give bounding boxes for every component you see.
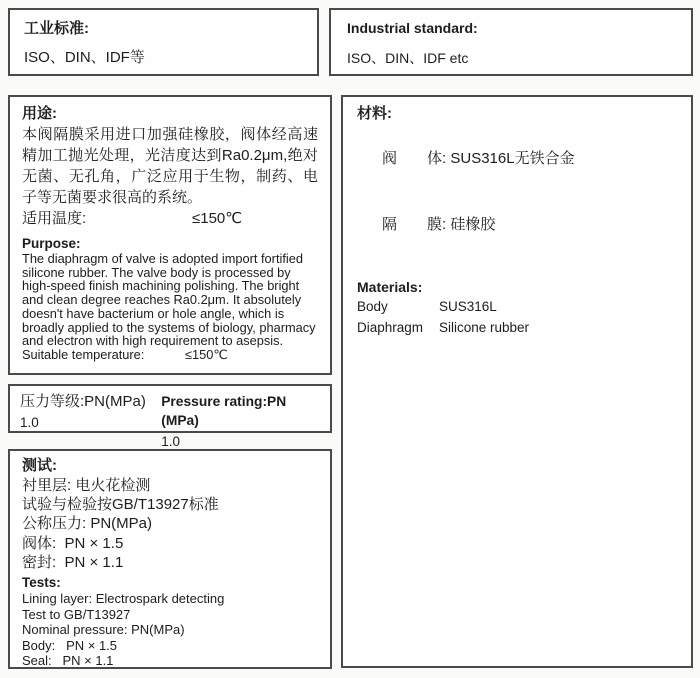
tests-zh-line-lining: 衬里层: 电火花检测	[22, 477, 151, 494]
purpose-zh-title: 用途:	[22, 105, 57, 122]
materials-en-title: Materials:	[357, 279, 423, 295]
tests-en-title: Tests:	[22, 575, 61, 591]
material-body-en-label: Body	[357, 299, 388, 314]
pressure-rating-en-value: 1.0	[161, 434, 181, 449]
material-diaphragm-zh-label: 隔 膜:	[382, 216, 447, 233]
purpose-en-paragraph: The diaphragm of valve is adopted import fortified silicone rubber. The valve body is processed by high-speed finish machining polishing. The bright and clean degree reaches Ra0.2μm. It absolutely doesn't have bacterium or hole angle, which is broadly applied to the systems of biology, pharmacy and electron with high requirement to asepsis.	[22, 251, 316, 349]
material-body-en-value: SUS316L	[439, 299, 497, 314]
tests-zh-line-nominal-pressure: 公称压力: PN(MPa)	[22, 515, 153, 533]
material-row-diaphragm-zh	[357, 192, 677, 258]
purpose-en-title: Purpose:	[22, 236, 81, 251]
suitable-temperature-en-label: Suitable temperature:	[22, 346, 145, 362]
material-row-diaphragm-en	[357, 318, 677, 339]
tests-en-line-nominal-pressure: Nominal pressure: PN(MPa)	[22, 622, 185, 638]
suitable-temperature-en-row	[22, 348, 318, 363]
material-row-body-en	[357, 297, 677, 318]
tests-en-line-lining: Lining layer: Electrospark detecting	[22, 591, 225, 607]
industrial-standard-zh-title: 工业标准:	[24, 20, 89, 37]
suitable-temperature-en-value: ≤150℃	[185, 346, 228, 362]
suitable-temperature-zh-value: ≤150℃	[192, 210, 243, 227]
material-diaphragm-zh-value: 硅橡胶	[450, 216, 496, 233]
purpose-box	[8, 95, 332, 375]
tests-zh-line-seal: 密封: PN × 1.1	[22, 553, 124, 571]
tests-en-line-standard: Test to GB/T13927	[22, 606, 131, 622]
materials-box	[341, 95, 693, 668]
industrial-standard-en-title: Industrial standard:	[347, 20, 478, 36]
pressure-rating-zh-label: 压力等级:PN(MPa)	[20, 393, 146, 410]
pressure-rating-en-label: Pressure rating:PN (MPa)	[161, 394, 287, 428]
tests-en-line-seal: Seal: PN × 1.1	[22, 653, 114, 669]
materials-zh-title: 材料:	[357, 105, 392, 122]
material-diaphragm-en-label: Diaphragm	[357, 319, 424, 335]
material-body-zh-value: SUS316L无铁合金	[450, 150, 575, 167]
industrial-standard-en-value: ISO、DIN、IDF etc	[347, 50, 469, 66]
industrial-standard-zh-box	[8, 8, 319, 76]
pressure-rating-zh-col	[20, 392, 161, 430]
tests-zh-title: 测试:	[22, 457, 57, 474]
suitable-temperature-zh-label: 适用温度:	[22, 210, 87, 227]
material-row-body-zh	[357, 126, 677, 192]
industrial-standard-en-box	[329, 8, 693, 76]
purpose-zh-paragraph: 本阀隔膜采用进口加强硅橡胶，阀体经高速精加工抛光处理，光洁度达到Ra0.2μm,绝对无菌、无孔角，广泛应用于生物，制药、电子等无菌要求很高的系统。	[22, 126, 318, 206]
material-body-zh-label: 阀 体:	[382, 150, 447, 167]
industrial-standard-zh-value: ISO、DIN、IDF等	[24, 49, 145, 66]
pressure-rating-box	[8, 384, 332, 449]
tests-zh-line-body: 阀体: PN × 1.5	[22, 534, 124, 552]
tests-box	[8, 449, 332, 669]
tests-en-line-body: Body: PN × 1.5	[22, 637, 118, 653]
tests-zh-line-standard: 试验与检验按GB/T13927标准	[22, 496, 219, 514]
pressure-rating-zh-value: 1.0	[20, 415, 39, 430]
suitable-temperature-zh-row	[22, 208, 318, 229]
material-diaphragm-en-value: Silicone rubber	[439, 319, 530, 335]
pressure-rating-en-col	[161, 392, 320, 449]
